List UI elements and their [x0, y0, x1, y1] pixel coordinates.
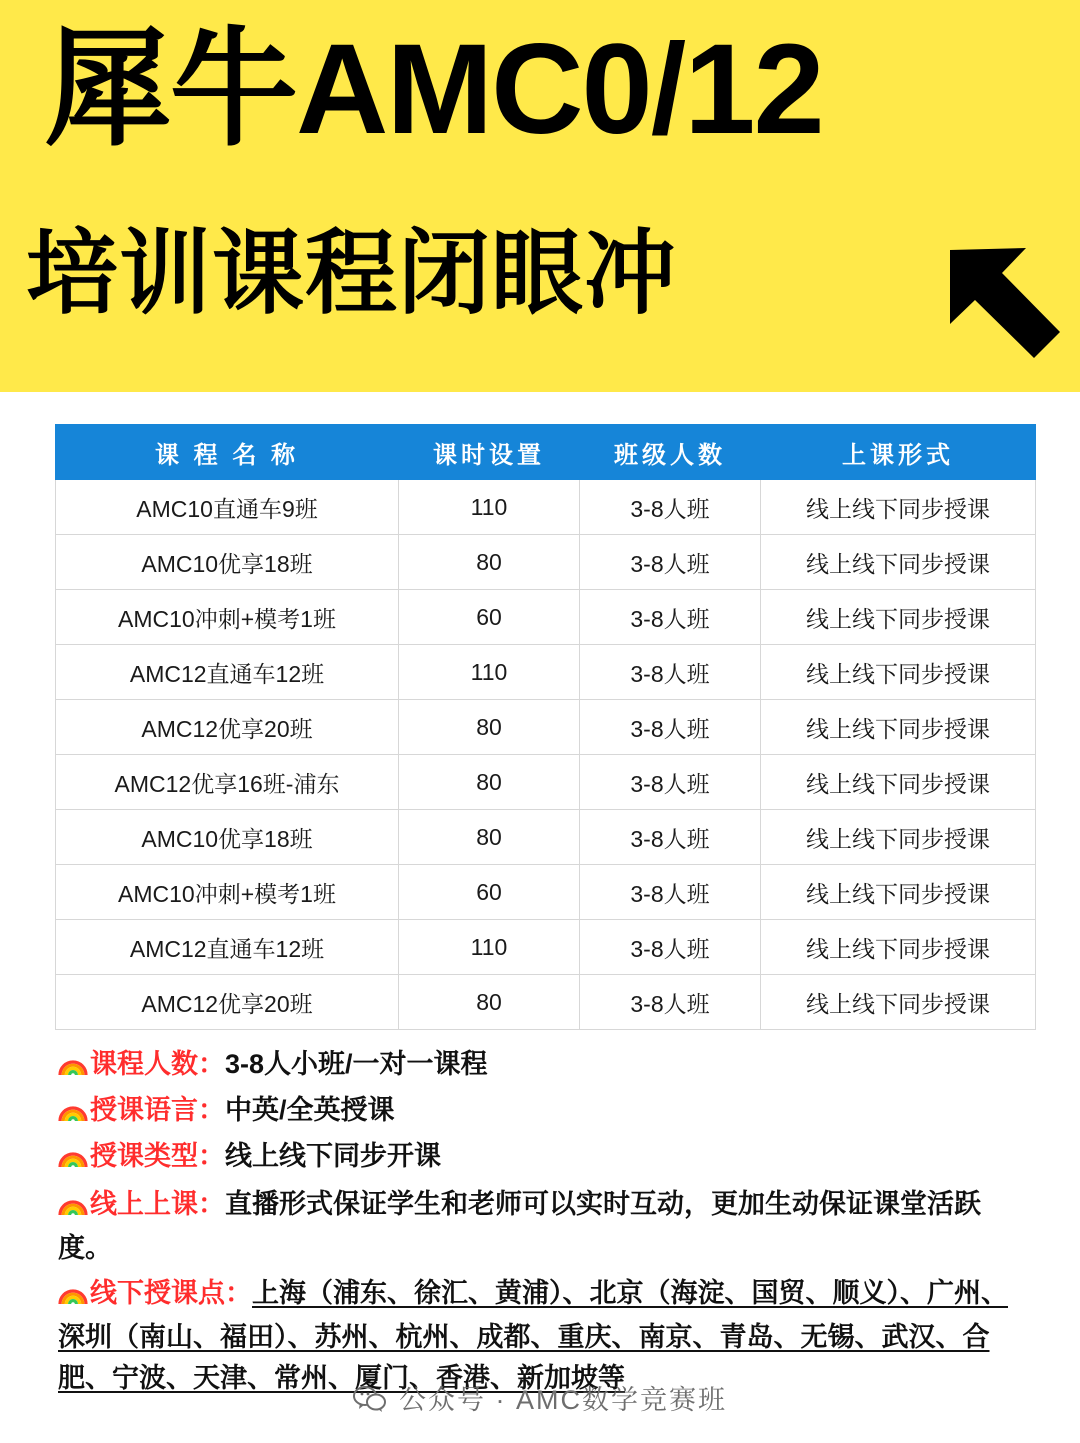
table-row [56, 810, 1036, 865]
info-label: 课程人数： [90, 1049, 225, 1079]
table-row [56, 975, 1036, 1030]
info-label: 线上上课： [90, 1189, 225, 1219]
cell-hours: 110 [399, 480, 580, 535]
arrow-up-left-icon [942, 240, 1062, 360]
cell-course-name: AMC10优享18班 [56, 810, 399, 865]
info-item-type [58, 1136, 1028, 1180]
cell-format: 线上线下同步授课 [761, 920, 1036, 975]
cell-format: 线上线下同步授课 [761, 865, 1036, 920]
info-label: 授课类型： [90, 1141, 225, 1171]
course-table [55, 424, 1036, 1030]
cell-class-size: 3-8人班 [580, 535, 761, 590]
cell-hours: 80 [399, 535, 580, 590]
cell-hours: 110 [399, 920, 580, 975]
page-subtitle: 培训课程闭眼冲 [26, 223, 678, 325]
cell-class-size: 3-8人班 [580, 755, 761, 810]
cell-course-name: AMC10直通车9班 [56, 480, 399, 535]
table-row [56, 645, 1036, 700]
table-row [56, 590, 1036, 645]
footer-text: 公众号 · AMC数学竞赛班 [399, 1385, 727, 1415]
table-row [56, 920, 1036, 975]
table-header-class-size: 班级人数 [580, 425, 761, 480]
rainbow-icon [58, 1139, 88, 1180]
info-item-language [58, 1090, 1028, 1134]
cell-class-size: 3-8人班 [580, 920, 761, 975]
info-item-class-size [58, 1044, 1028, 1088]
cell-format: 线上线下同步授课 [761, 755, 1036, 810]
table-row [56, 480, 1036, 535]
table-header-hours: 课时设置 [399, 425, 580, 480]
rainbow-icon [58, 1093, 88, 1134]
cell-hours: 110 [399, 645, 580, 700]
cell-course-name: AMC10优享18班 [56, 535, 399, 590]
cell-format: 线上线下同步授课 [761, 700, 1036, 755]
cell-course-name: AMC12直通车12班 [56, 920, 399, 975]
table-row [56, 865, 1036, 920]
cell-format: 线上线下同步授课 [761, 535, 1036, 590]
cell-class-size: 3-8人班 [580, 590, 761, 645]
info-label: 线下授课点： [90, 1278, 252, 1308]
cell-course-name: AMC10冲刺+模考1班 [56, 865, 399, 920]
cell-class-size: 3-8人班 [580, 700, 761, 755]
cell-class-size: 3-8人班 [580, 645, 761, 700]
info-value: 3-8人小班/一对一课程 [225, 1049, 488, 1079]
cell-hours: 60 [399, 865, 580, 920]
cell-format: 线上线下同步授课 [761, 810, 1036, 865]
cell-class-size: 3-8人班 [580, 810, 761, 865]
table-header-format: 上课形式 [761, 425, 1036, 480]
table-row [56, 535, 1036, 590]
cell-course-name: AMC12优享16班-浦东 [56, 755, 399, 810]
table-header-course-name: 课 程 名 称 [56, 425, 399, 480]
table-row [56, 755, 1036, 810]
cell-hours: 80 [399, 810, 580, 865]
info-item-online [58, 1184, 1028, 1269]
header-banner [0, 0, 1080, 392]
table-row [56, 700, 1036, 755]
course-table-container [55, 424, 1023, 1030]
rainbow-icon [58, 1276, 88, 1317]
cell-format: 线上线下同步授课 [761, 480, 1036, 535]
page-title: 犀牛AMC0/12 [44, 18, 823, 161]
footer [0, 1378, 1080, 1420]
cell-course-name: AMC12优享20班 [56, 700, 399, 755]
cell-course-name: AMC12优享20班 [56, 975, 399, 1030]
info-value: 中英/全英授课 [225, 1095, 395, 1125]
cell-hours: 80 [399, 700, 580, 755]
cell-class-size: 3-8人班 [580, 865, 761, 920]
info-label: 授课语言： [90, 1095, 225, 1125]
info-value: 上海（浦东、徐汇、黄浦）、北京（海淀、国贸、顺义）、广州、深圳（南山、福田）、苏州、杭州、成都、重庆、南京、青岛、无锡、武汉、合肥、宁波、天津、常州、厦门、香港、新加坡等 [58, 1278, 1008, 1393]
cell-hours: 60 [399, 590, 580, 645]
cell-hours: 80 [399, 975, 580, 1030]
course-info-list [58, 1044, 1028, 1399]
cell-format: 线上线下同步授课 [761, 645, 1036, 700]
wechat-icon [353, 1385, 387, 1420]
rainbow-icon [58, 1187, 88, 1228]
cell-course-name: AMC12直通车12班 [56, 645, 399, 700]
info-value: 直播形式保证学生和老师可以实时互动，更加生动保证课堂活跃度。 [58, 1189, 981, 1263]
table-header-row [56, 425, 1036, 480]
cell-format: 线上线下同步授课 [761, 975, 1036, 1030]
cell-hours: 80 [399, 755, 580, 810]
rainbow-icon [58, 1047, 88, 1088]
cell-class-size: 3-8人班 [580, 480, 761, 535]
cell-format: 线上线下同步授课 [761, 590, 1036, 645]
info-value: 线上线下同步开课 [225, 1141, 441, 1171]
cell-class-size: 3-8人班 [580, 975, 761, 1030]
cell-course-name: AMC10冲刺+模考1班 [56, 590, 399, 645]
